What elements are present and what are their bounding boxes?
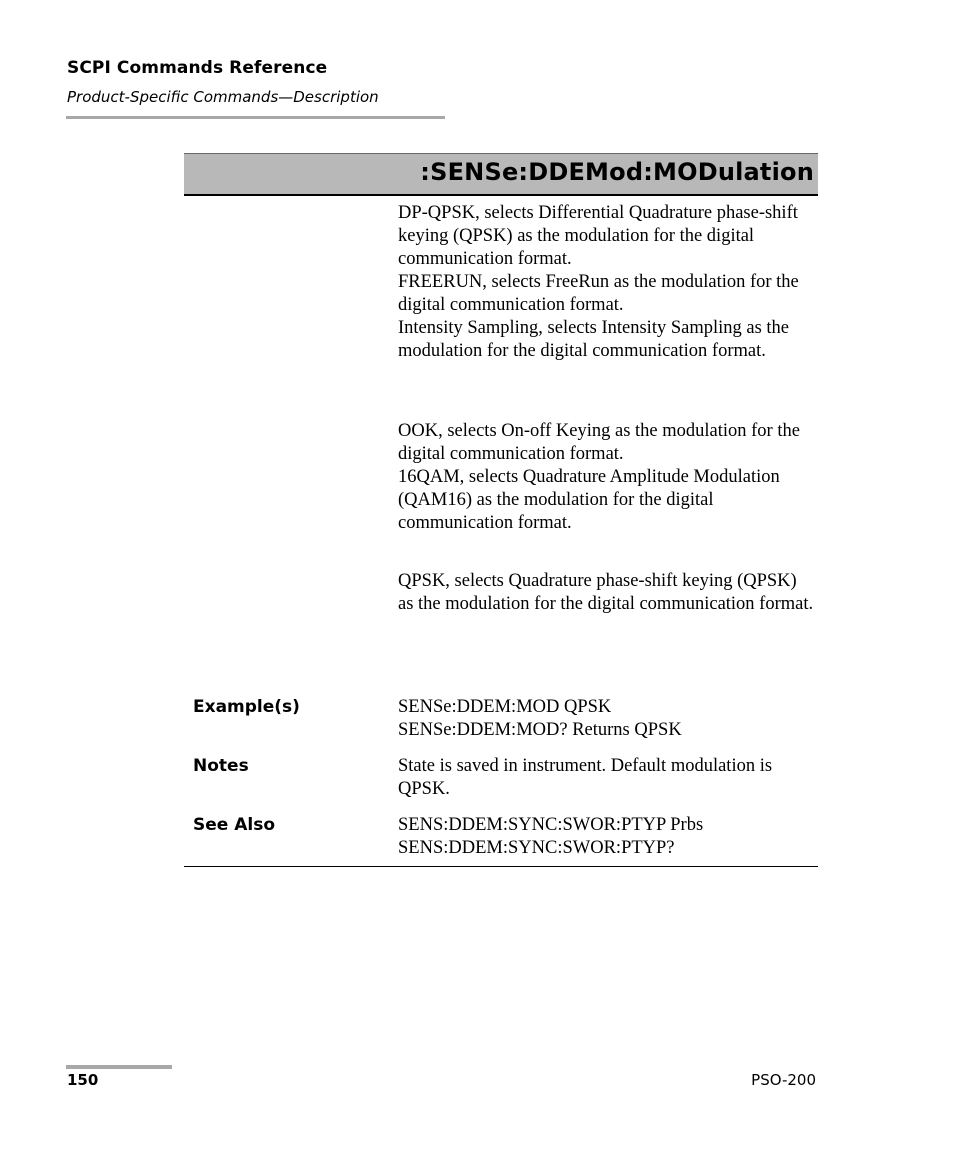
page-number: 150 — [67, 1071, 99, 1089]
see-also-value — [398, 814, 816, 860]
footer-rule — [66, 1065, 172, 1069]
parameter-freerun: FREERUN, selects FreeRun as the modulation for the digital communication format. — [398, 272, 799, 315]
notes-line: State is saved in instrument. Default modulation is QPSK. — [398, 756, 773, 799]
see-also-line: SENS:DDEM:SYNC:SWOR:PTYP Prbs — [398, 815, 704, 835]
see-also-label: See Also — [193, 815, 276, 835]
parameter-dp-qpsk: DP-QPSK, selects Differential Quadrature phase-shift keying (QPSK) as the modulation for the digital communication format. — [398, 203, 798, 269]
notes-value — [398, 755, 816, 801]
command-title: :SENSe:DDEMod:MODulation — [420, 158, 814, 186]
running-header-title: SCPI Commands Reference — [67, 58, 328, 78]
examples-value — [398, 696, 816, 742]
examples-label: Example(s) — [193, 697, 300, 717]
parameter-block-1 — [398, 202, 816, 363]
product-name: PSO-200 — [751, 1071, 816, 1089]
example-line: SENSe:DDEM:MOD QPSK — [398, 697, 612, 717]
parameter-block-3 — [398, 570, 816, 616]
parameter-ook: OOK, selects On-off Keying as the modulation for the digital communication format. — [398, 421, 800, 464]
running-header-subtitle: Product-Specific Commands—Description — [67, 88, 379, 106]
parameter-intensity-sampling: Intensity Sampling, selects Intensity Sampling as the modulation for the digital communication format. — [398, 318, 790, 361]
see-also-line: SENS:DDEM:SYNC:SWOR:PTYP? — [398, 838, 675, 858]
parameter-qpsk: QPSK, selects Quadrature phase-shift keying (QPSK) as the modulation for the digital communication format. — [398, 571, 814, 614]
notes-label: Notes — [193, 756, 249, 776]
parameter-block-2 — [398, 420, 816, 535]
table-bottom-rule — [184, 866, 818, 867]
parameter-16qam: 16QAM, selects Quadrature Amplitude Modulation (QAM16) as the modulation for the digital communication format. — [398, 467, 780, 533]
example-line: SENSe:DDEM:MOD? Returns QPSK — [398, 720, 682, 740]
command-title-band — [184, 153, 818, 196]
header-rule — [66, 116, 445, 119]
